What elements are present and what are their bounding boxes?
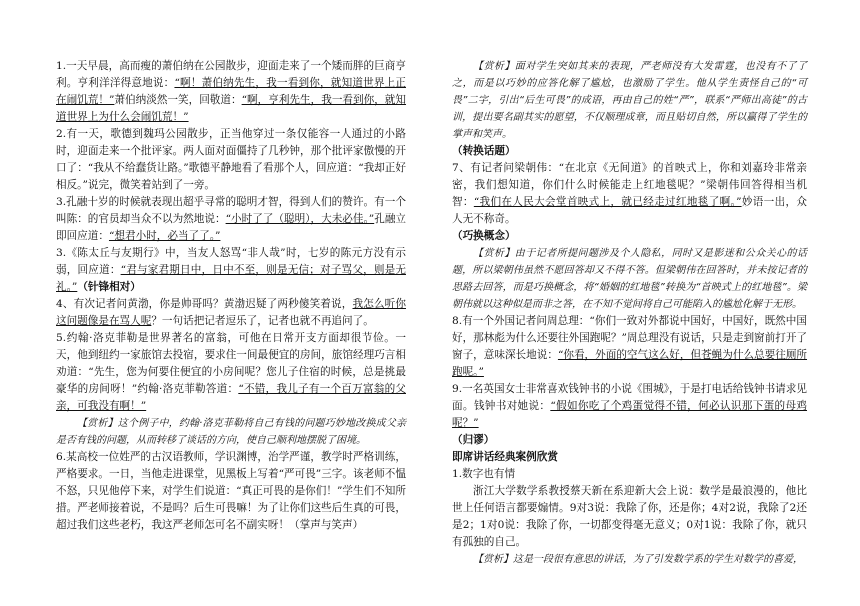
paragraph-6: 5.约翰·洛克菲勒是世界著名的富翁，可他在日常开支方面却很节俭。一天，他到纽约一家旅馆去投宿，要求住一间最便宜的房间，旅馆经理巧言相劝道：“先生，您为何要住便宜的小房间呢？您儿子住宿的时候，总是挑最豪华的房间呀！”约翰·洛克菲勒答道：“不错，我儿子有一个百万富翁的父亲，可我没有啊！” — [56, 332, 406, 412]
appreciation-note: 【赏析】这是一段很有意思的讲话，为了引发数学系的学生对数学的喜爱， — [473, 554, 803, 565]
paragraph-11: 浙江大学数学系教授蔡天新在系迎新大会上说：数学是最浪漫的，他比世上任何语言都要煽情。9对3说：我除了你，还是你；4对2说，我除了2还是2；1对0说：我除了你，一切都变得毫无意义；0对1说：我除了你，就只有孤独的自己。 — [452, 485, 807, 548]
quote: “啊，亨利先生，我一看到你，就知道世界上为什么会闹饥荒！” — [56, 94, 407, 123]
quote: “不错，我儿子有一个百万富翁的父亲，可我没有啊！” — [56, 383, 406, 412]
left-column — [56, 58, 406, 534]
section-title: 即席讲话经典案例欣赏 — [452, 451, 558, 463]
appreciation-note: 【赏析】面对学生突如其来的表现，严老师没有大发雷霆，也没有不了了之，而是以巧妙的应答化解了尴尬，也激励了学生。他从学生责怪自己的“可畏”二字，引出“后生可畏”的成语，再由自己的姓“严”，联系“严师出高徒”的古训，提出要名副其实的愿望，不仅顺理成章，而且贴切自然，所以赢得了学生的掌声和笑声。 — [452, 61, 807, 140]
category-label: （转换话题） — [452, 145, 516, 157]
appreciation-note: 【赏析】由于记者所提问题涉及个人隐私，同时又是影迷和公众关心的话题，所以梁朝伟虽然不愿回答却又不得不答。但梁朝伟在回答时，并未按记者的思路去回答，而是巧换概念，将“婚姻的红地毯”转换为“首映式上的红地毯”。梁朝伟就以这种似是而非之答，在不知不觉间将自己可能陷入的尴尬化解于无形。 — [452, 248, 807, 310]
subsection-title: 1.数字也有情 — [452, 468, 516, 480]
paragraph-4: 3.《陈太丘与友期行》中，当友人怒骂“非人哉”时，七岁的陈元方没有示弱，回应道：“君与家君期日中，日中不至，则是无信；对子骂父，则是无礼。”（针锋相对） — [56, 247, 406, 293]
right-column — [452, 58, 807, 568]
paragraph-2: 2.有一天，歌德到魏玛公园散步，正当他穿过一条仅能容一人通过的小路时，迎面走来一个批评家。两人面对面僵持了几秒钟，那个批评家傲慢的开口了：“我从不给蠢货让路。”歌德平静地看了看那个人，回应道：“我却正好相反。”说完，微笑着站到了一旁。 — [56, 128, 406, 191]
quote: “啊！萧伯纳先生，我一看到你，就知道世界上正在闹饥荒！” — [56, 77, 406, 106]
quote: 我怎么听你这问题像是在骂人呢 — [56, 298, 406, 327]
paragraph-5: 4、有次记者问黄渤，你是帅哥吗？黄渤迟疑了两秒傻笑着说，我怎么听你这问题像是在骂人呢？一句话把记者逗乐了，记者也就不再追问了。 — [56, 298, 406, 327]
appreciation-note: 【赏析】这个例子中，约翰·洛克菲勒将自己有钱的问题巧妙地改换成父亲是否有钱的问题，从而转移了谈话的方向，使自己顺利地摆脱了困境。 — [56, 418, 406, 446]
quote: “想君小时，必当了了。” — [108, 230, 221, 242]
paragraph-10: 9.一名英国女士非常喜欢钱钟书的小说《围城》，于是打电话给钱钟书请求见面。钱钟书对她说：“假如你吃了个鸡蛋觉得不错，何必认识那下蛋的母鸡呢？” — [452, 383, 808, 429]
paragraph-7: 6.某高校一位姓严的古汉语教师，学识渊博，治学严谨，教学时严格训练，严格要求。一日，当他走进课堂，见黑板上写着“严可畏”三字。该老师不愠不怒，只见他停下来，对学生们说道：“真正可畏的是你们！”学生们不知所措。严老师接着说，不是吗？后生可畏嘛！为了让你们这些后生真的可畏，超过我们这些老朽，我这严老师怎可名不副实呀！（掌声与笑声） — [56, 451, 406, 531]
category-label: （针锋相对） — [77, 281, 141, 293]
category-label: （归谬） — [452, 434, 495, 446]
paragraph-8: 7、有记者问梁朝伟：“在北京《无间道》的首映式上，你和刘嘉玲非常亲密，我们想知道，你们什么时候能走上红地毯呢？”梁朝伟回答得相当机智：“我们在人民大会堂首映式上，就已经走过红地毯了啊。”妙语一出，众人无不称奇。 — [452, 162, 808, 225]
quote: “我们在人民大会堂首映式上，就已经走过红地毯了啊。” — [473, 196, 742, 208]
quote: “君与家君期日中，日中不至，则是无信；对子骂父，则是无礼。” — [56, 264, 406, 293]
paragraph-1: 1.一天早晨，高而瘦的萧伯纳在公园散步，迎面走来了一个矮而胖的巨商亨利。亨利洋洋得意地说：“啊！萧伯纳先生，我一看到你，就知道世界上正在闹饥荒！”萧伯纳淡然一笑，回敬道：“啊，亨利先生，我一看到你，就知道世界上为什么会闹饥荒！” — [56, 60, 407, 123]
paragraph-9: 8.有一个外国记者问周总理：“你们一致对外都说中国好，中国好，既然中国好，那林彪为什么还要往外国跑呢？”周总理没有说话，只是走到窗前打开了窗子，意味深长地说：“你看，外面的空气这么好，但苍蝇为什么总要往厕所跑呢。” — [452, 315, 808, 378]
paragraph-3: 3.孔融十岁的时候就表现出超乎寻常的聪明才智，得到人们的赞许。有一个叫陈：的官员却当众不以为然地说：“小时了了（聪明），大未必佳。”孔融立即回应道：“想君小时，必当了了。” — [56, 196, 407, 242]
quote: “假如你吃了个鸡蛋觉得不错，何必认识那下蛋的母鸡呢？” — [452, 400, 808, 429]
category-label: （巧换概念） — [452, 230, 516, 242]
quote: “你看，外面的空气这么好，但苍蝇为什么总要往厕所跑呢。” — [452, 349, 808, 378]
quote: “小时了了（聪明），大未必佳。” — [225, 213, 375, 225]
